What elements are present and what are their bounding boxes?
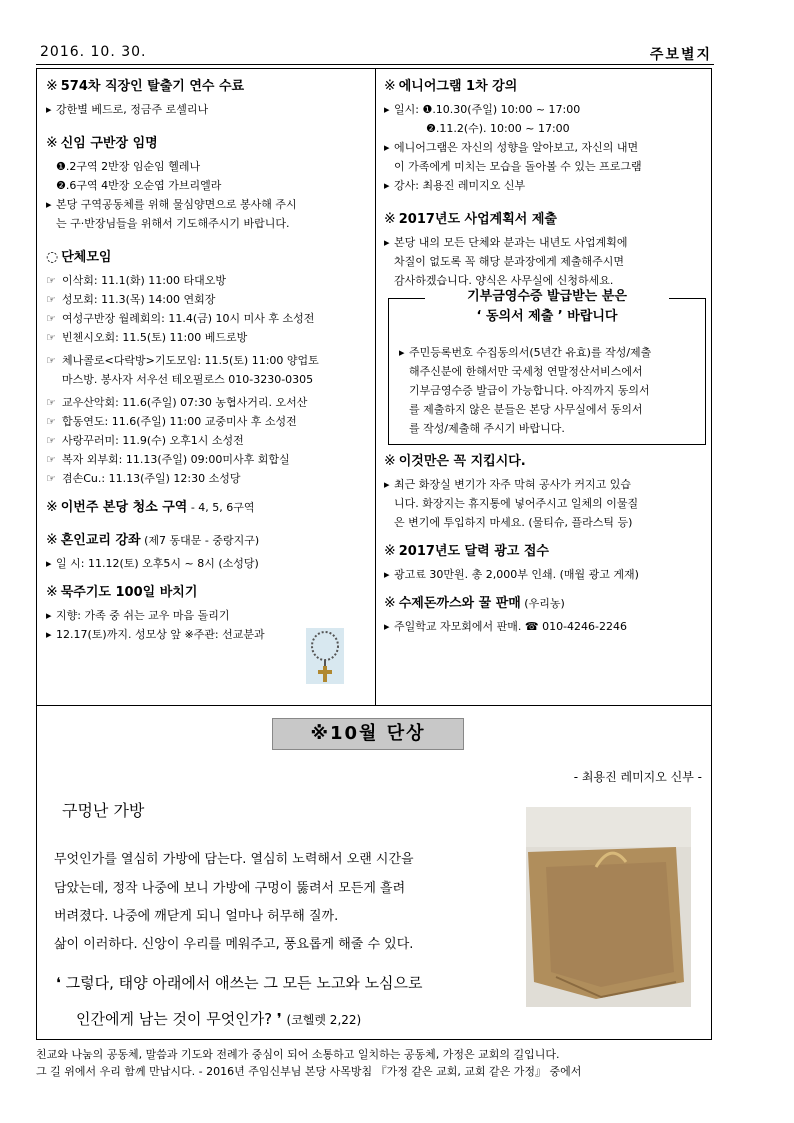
rice-mark-icon: ※ [384,211,396,227]
scripture-quote: 인간에게 남는 것이 무엇인가? ❜ (코헬렛 2,22) [76,1010,362,1028]
section-heading [46,530,368,551]
left-column [46,76,368,644]
list-item: ☞ 빈첸시오회: 11.5(토) 11:00 베드로방 [46,328,368,347]
heading-text: 이번주 본당 청소 구역 [60,500,188,515]
bullet-icon: ▸ [384,236,390,249]
text-line: ▸ 강한별 베드로, 정금주 로셀리나 [46,100,368,119]
text-line: ▸ 최근 화장실 변기가 자주 막혀 공사가 커지고 있습 [384,475,706,494]
rice-mark-icon: ※ [384,543,396,559]
rice-mark-icon: ※ [384,453,396,469]
donation-receipt-notice [388,289,706,445]
section-heading [384,76,706,97]
text-line: ▸ 본당 구역공동체를 위해 물심양면으로 봉사해 주시 [46,195,368,214]
footer [36,1046,712,1080]
footer-line: 그 길 위에서 우리 함께 만납시다. - 2016년 주임신부님 본당 사목방침 『가정 같은 교회, 교회 같은 가정』 중에서 [36,1065,582,1078]
text-line: 는 구·반장님들을 위해서 기도해주시기 바랍니다. [56,217,290,230]
list-item: ☞ 교우산악회: 11.6(주일) 07:30 농협사거리. 오서산 [46,393,368,412]
heading-text: 2017년도 달력 광고 접수 [398,544,549,559]
heading-text: 2017년도 사업계획서 제출 [398,212,557,227]
scripture-reference: (코헬렛 2,22) [286,1013,362,1027]
heading-extra: (제7 동대문 - 중랑지구) [140,534,260,547]
heading-text: 이것만은 꼭 지킵시다. [398,454,526,469]
essay-line: 삶이 이러하다. 신앙이 우리를 메워주고, 풍요롭게 해줄 수 있다. [54,937,414,952]
list-item: ☞ 사랑꾸러미: 11.9(수) 오후1시 소성전 [46,431,368,450]
torn-bag-photo [526,807,691,1007]
text-line: ▸ 에니어그램은 자신의 성향을 알아보고, 자신의 내면 [384,138,706,157]
essay-line: 담았는데, 정작 나중에 보니 가방에 구멍이 뚫려서 모든게 흘려 [54,881,406,896]
column-divider [375,68,376,705]
essay-title: 구멍난 가방 [62,801,145,820]
heading-extra: - 4, 5, 6구역 [187,501,255,514]
text-line: ▸ 일 시: 11.12(토) 오후5시 ~ 8시 (소성당) [46,554,368,573]
pointer-icon: ☞ [46,274,56,287]
text-line: ▸ 주일학교 자모회에서 판매. ☎ 010-4246-2246 [384,617,706,636]
text-line: ▸ 주민등록번호 수집동의서(5년간 유효)를 작성/제출 [399,343,697,362]
text-line: 은 변기에 투입하지 마세요. (물티슈, 플라스틱 등) [394,516,633,529]
heading-text: 574차 직장인 탈출기 연수 수료 [60,79,245,94]
section-heading [46,133,368,154]
list-item: ☞ 이삭회: 11.1(화) 11:00 타대오방 [46,271,368,290]
rice-mark-icon: ※ [46,532,58,548]
bullet-icon: ▸ [384,620,390,633]
list-item: ☞ 겸손Cu.: 11.13(주일) 12:30 소성당 [46,469,368,488]
section-heading [384,593,706,614]
pointer-icon: ☞ [46,434,56,447]
list-item: ❷.6구역 4반장 오순엽 가브리엘라 [56,179,222,192]
list-item: ☞ 여성구반장 월례회의: 11.4(금) 10시 미사 후 소성전 [46,309,368,328]
rice-mark-icon: ※ [384,595,396,611]
list-item: ☞ 합동연도: 11.6(주일) 11:00 교중미사 후 소성전 [46,412,368,431]
pointer-icon: ☞ [46,312,56,325]
header-rule [36,64,714,65]
scripture-quote: ❛ 그렇다, 태양 아래에서 애쓰는 그 모든 노고와 노심으로 [56,974,423,992]
text-line: ▸ 본당 내의 모든 단체와 분과는 내년도 사업계획에 [384,233,706,252]
text-line: ▸ 광고료 30만원. 총 2,000부 인쇄. (매월 광고 게재) [384,565,706,584]
section-heading [46,76,368,97]
section-heading [46,247,368,268]
bullet-icon: ▸ [46,557,52,570]
list-item: ☞ 성모회: 11.3(목) 14:00 연회장 [46,290,368,309]
text-line: 니다. 화장지는 휴지통에 넣어주시고 일체의 이물질 [394,497,639,510]
heading-text: 에니어그램 1차 강의 [398,79,518,94]
bullet-icon: ▸ [384,103,390,116]
text-line: 감사하겠습니다. 양식은 사무실에 신청하세요. [394,274,614,287]
bullet-icon: ▸ [384,141,390,154]
rice-mark-icon: ※ [384,78,396,94]
bullet-icon: ▸ [399,346,405,359]
pointer-icon: ☞ [46,415,56,428]
dotted-circle-icon: ◌ [46,249,59,265]
text-line: ❷.11.2(수). 10:00 ~ 17:00 [426,122,570,135]
footer-line: 친교와 나눔의 공동체, 말씀과 기도와 전례가 중심이 되어 소통하고 일치하는 공동체, 가정은 교회의 길입니다. [36,1048,560,1061]
text-line: ▸ 일시: ❶.10.30(주일) 10:00 ~ 17:00 [384,100,706,119]
text-line: ▸ 지향: 가족 중 쉬는 교우 마음 돌리기 [46,606,368,625]
pointer-icon: ☞ [46,453,56,466]
text-line: 를 작성/제출해 주시기 바랍니다. [409,422,565,435]
pointer-icon: ☞ [46,472,56,485]
essay-line: 무엇인가를 열심히 가방에 담는다. 열심히 노력해서 오랜 시간을 [54,852,414,867]
section-heading [384,451,706,472]
rice-mark-icon: ※ [46,135,58,151]
text-line: 기부금영수증 발급이 가능합니다. 아직까지 동의서 [409,384,650,397]
essay-banner: ※10월 단상 [272,718,464,750]
bullet-icon: ▸ [46,103,52,116]
list-item-continued: 마스방. 봉사자 서우선 테오필로스 010-3230-0305 [62,373,314,386]
essay-line: 버려졌다. 나중에 깨닫게 되니 얼마나 허무해 질까. [54,909,339,924]
heading-text: 수제돈까스와 꿀 판매 [398,596,521,611]
text-line: 를 제출하지 않은 분들은 본당 사무실에서 동의서 [409,403,643,416]
rosary-icon [306,628,344,684]
list-item: ☞ 체나콜로<다락방>기도모임: 11.5(토) 11:00 양업토 [46,351,368,370]
section-heading [384,209,706,230]
heading-text: 묵주기도 100일 바치기 [60,585,198,600]
section-divider [36,705,712,706]
bullet-icon: ▸ [384,179,390,192]
list-item: ❶.2구역 2반장 임순임 헬레나 [56,160,201,173]
heading-text: 혼인교리 강좌 [60,533,141,548]
notice-title: 기부금영수증 발급받는 분은 ‘ 동의서 제출 ’ 바랍니다 [425,287,669,327]
bullet-icon: ▸ [384,478,390,491]
rice-mark-icon: ※ [46,584,58,600]
section-heading [46,582,368,603]
text-line: 차질이 없도록 꼭 해당 분과장에게 제출해주시면 [394,255,625,268]
heading-text: 신임 구반장 임명 [60,136,158,151]
right-column [384,76,706,636]
bulletin-date: 2016. 10. 30. [40,44,147,60]
section-heading [46,497,368,518]
text-line: ▸ 강사: 최용진 레미지오 신부 [384,176,706,195]
bulletin-title: 주보별지 [649,47,712,63]
text-line: 해주신분에 한해서만 국세청 연말정산서비스에서 [409,365,643,378]
rice-mark-icon: ※ [46,78,58,94]
heading-text: 단체모임 [61,250,112,265]
bullet-icon: ▸ [46,609,52,622]
pointer-icon: ☞ [46,354,56,367]
text-line: ▸ 12.17(토)까지. 성모상 앞 ※주관: 선교분과 [46,625,368,644]
essay-author: - 최용진 레미지오 신부 - [573,770,702,784]
pointer-icon: ☞ [46,396,56,409]
heading-extra: (우리농) [520,597,565,610]
rice-mark-icon: ※ [46,499,58,515]
text-line: 이 가족에게 미치는 모습을 돌아볼 수 있는 프로그램 [394,160,642,173]
pointer-icon: ☞ [46,331,56,344]
bullet-icon: ▸ [384,568,390,581]
section-heading [384,541,706,562]
list-item: ☞ 복자 외부회: 11.13(주일) 09:00미사후 회합실 [46,450,368,469]
bullet-icon: ▸ [46,198,52,211]
bullet-icon: ▸ [46,628,52,641]
pointer-icon: ☞ [46,293,56,306]
